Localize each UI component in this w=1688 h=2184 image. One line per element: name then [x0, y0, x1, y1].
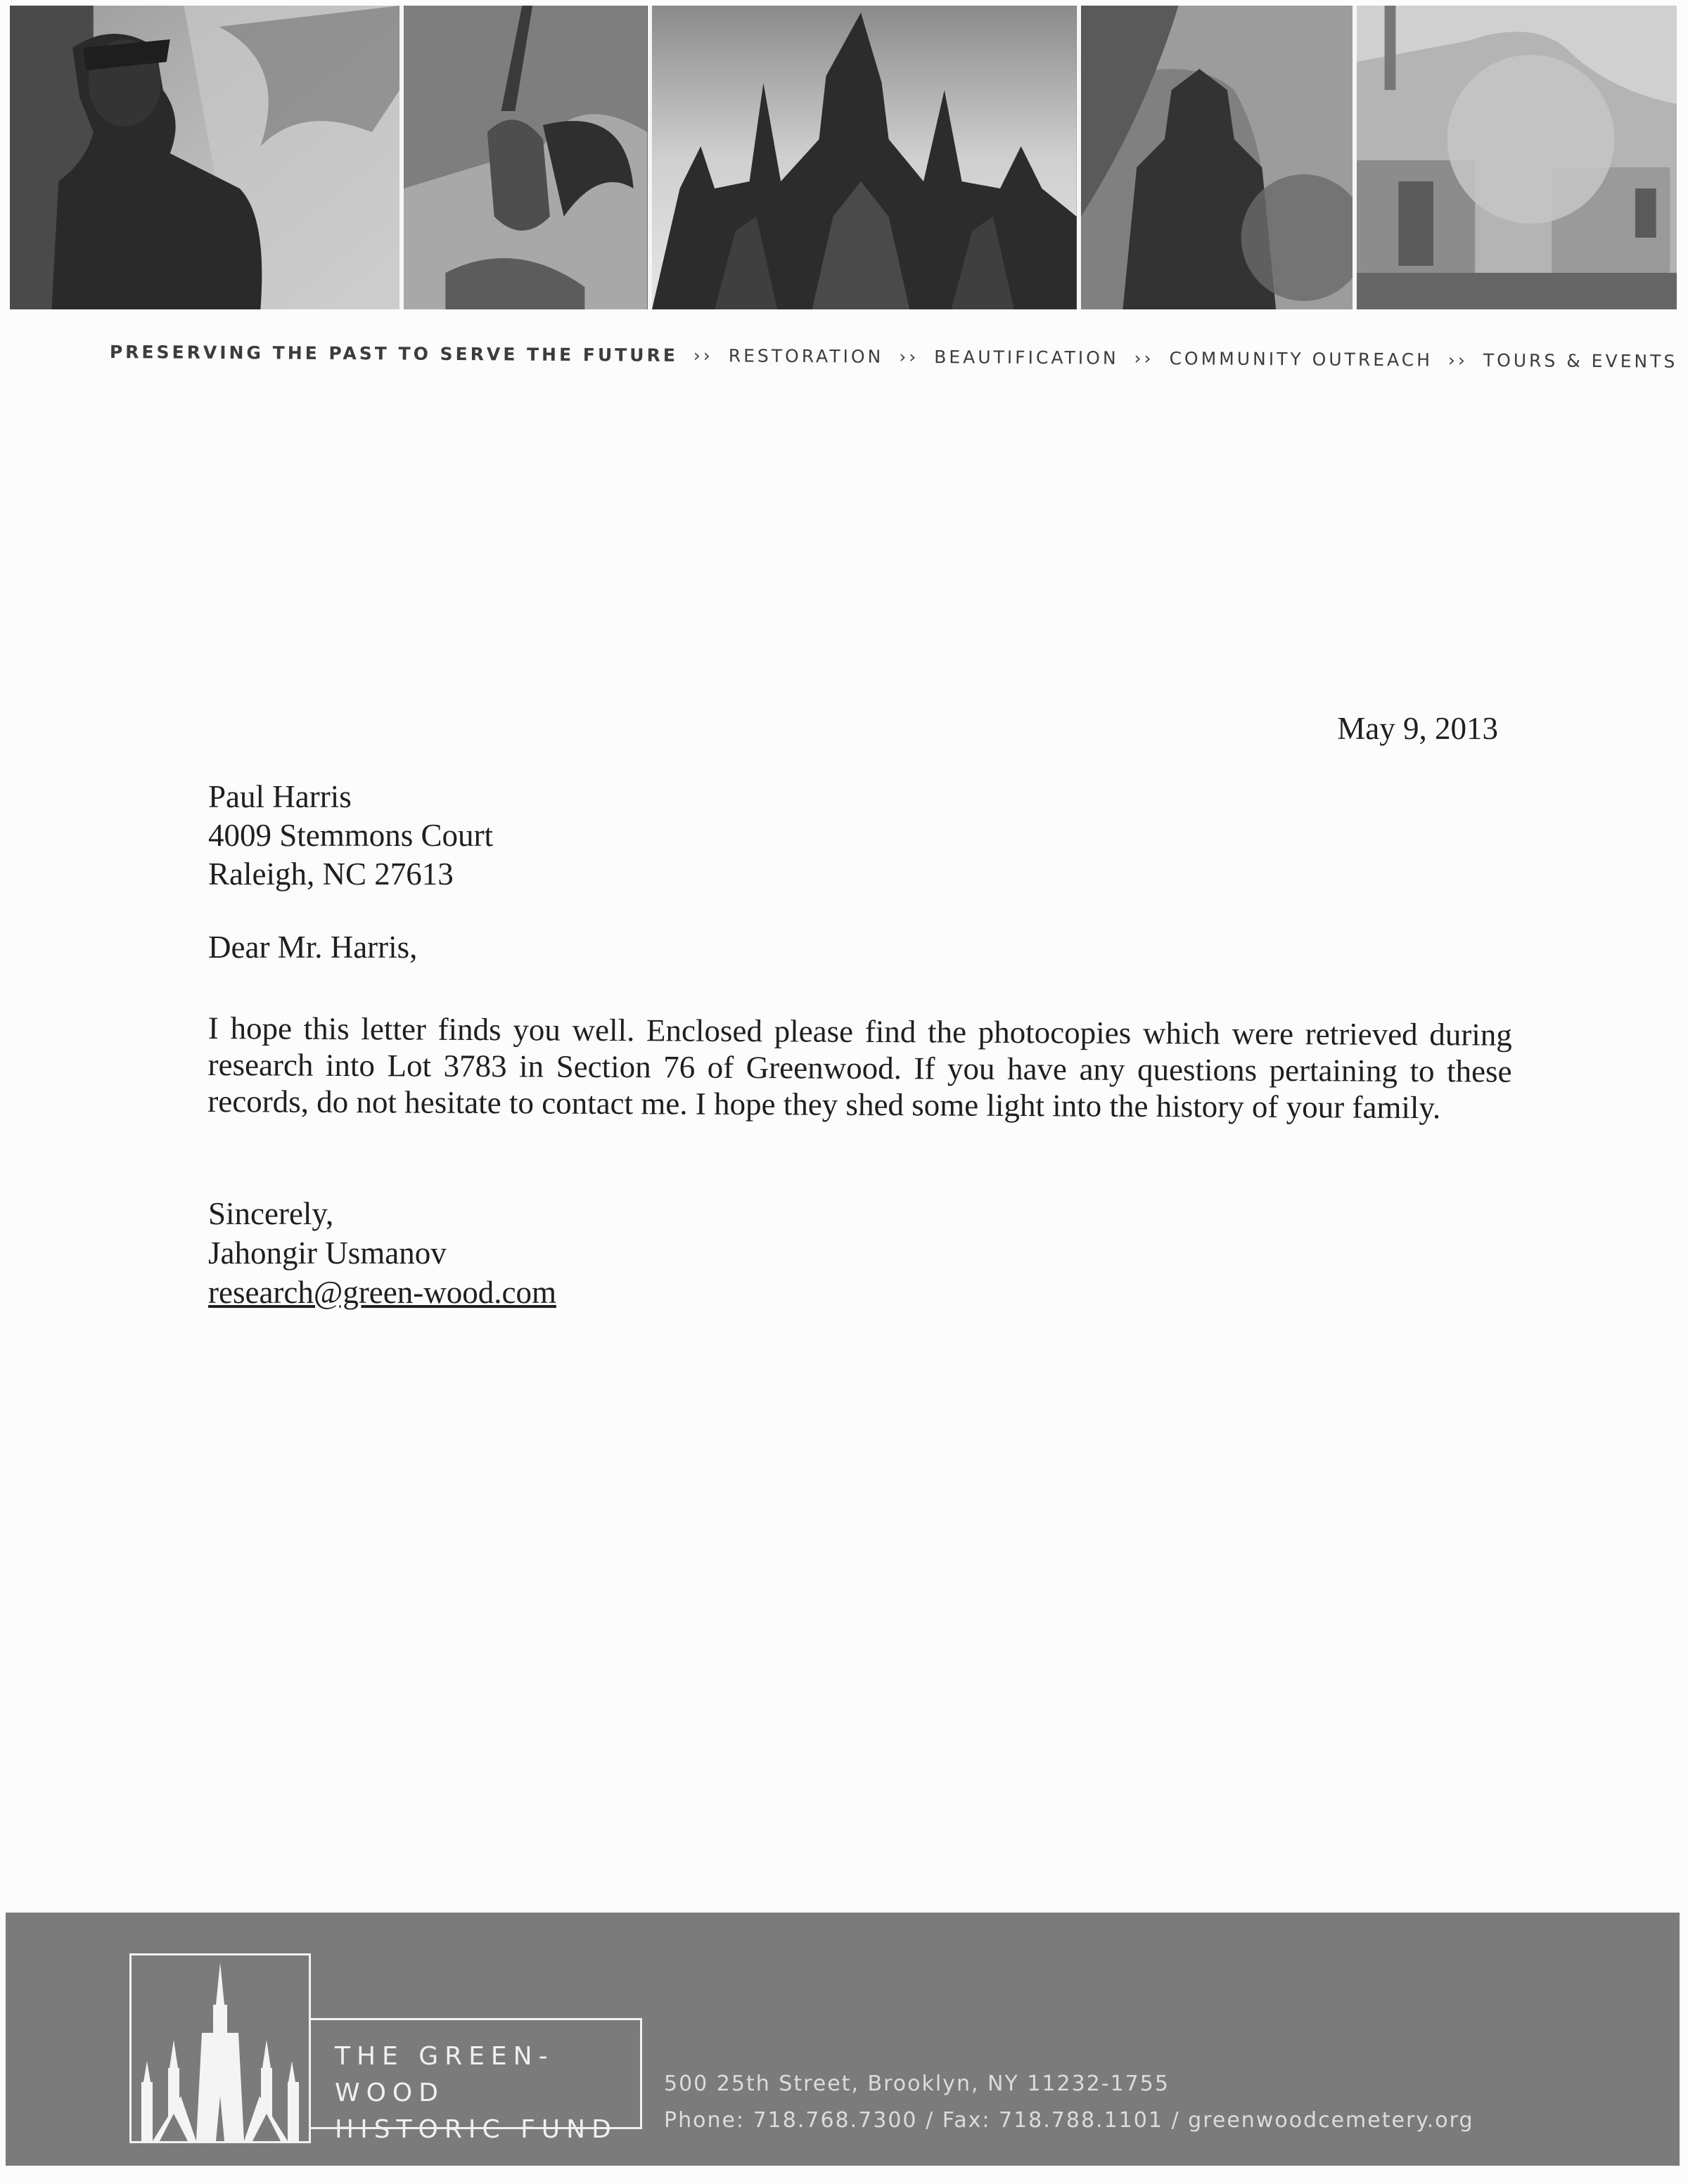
- tagline-separator: ››: [1134, 347, 1154, 369]
- header-photo-banner: [10, 6, 1677, 309]
- signer-name: Jahongir Usmanov: [208, 1235, 447, 1271]
- tagline-separator: ››: [899, 346, 919, 368]
- letter-date: May 9, 2013: [1337, 711, 1498, 746]
- tagline-item-tours-events: TOURS & EVENTS: [1483, 349, 1678, 372]
- letter-closing: [208, 1194, 1512, 1312]
- tagline-separator: ››: [1447, 349, 1468, 371]
- salutation: Dear Mr. Harris,: [208, 930, 418, 965]
- tagline-item-community-outreach: COMMUNITY OUTREACH: [1169, 348, 1433, 371]
- contact-info: [664, 2066, 1474, 2139]
- tagline-item-beautification: BEAUTIFICATION: [934, 347, 1119, 368]
- tagline-separator: ››: [693, 345, 713, 366]
- green-wood-logo: [129, 1953, 311, 2143]
- org-name-box: [309, 2018, 642, 2144]
- recipient-address: [208, 778, 1512, 894]
- mausoleum-photo: [1353, 6, 1677, 309]
- tagline-lead: PRESERVING THE PAST TO SERVE THE FUTURE: [109, 342, 678, 366]
- contact-line: [664, 2102, 1474, 2139]
- contact-divider: /: [1171, 2108, 1180, 2133]
- org-name-line2: HISTORIC FUND: [335, 2115, 618, 2144]
- contact-divider: /: [926, 2108, 935, 2133]
- footer-band: [6, 1913, 1680, 2166]
- fax-number: Fax: 718.788.1101: [942, 2108, 1163, 2133]
- closing-phrase: Sincerely,: [208, 1196, 334, 1231]
- tagline: [109, 342, 1678, 372]
- street-address: 500 25th Street, Brooklyn, NY 11232-1755: [664, 2071, 1170, 2096]
- recipient-city: Raleigh, NC 27613: [208, 856, 454, 892]
- website-link[interactable]: greenwoodcemetery.org: [1188, 2108, 1474, 2133]
- org-name: [335, 2038, 640, 2148]
- chapel-photo: [1077, 6, 1353, 309]
- org-name-line1: THE GREEN-WOOD: [335, 2042, 554, 2107]
- recipient-name: Paul Harris: [208, 779, 352, 814]
- email-link[interactable]: research@green-wood.com: [208, 1275, 556, 1310]
- soldier-statue-photo: [10, 6, 399, 309]
- recipient-street: 4009 Stemmons Court: [208, 818, 494, 853]
- angel-statue-photo: [399, 6, 647, 309]
- tagline-item-restoration: RESTORATION: [728, 345, 884, 367]
- phone-number: Phone: 718.768.7300: [664, 2108, 918, 2133]
- gothic-gate-photo: [648, 6, 1077, 309]
- letter-body: I hope this letter finds you well. Enclosed please find the photocopies which were retrieved during research into Lot 3783 in Section 76 of Greenwood. If you have any questions pertaining to these records, do not hesitate to contact me. I hope they shed some light into the history of your family.: [207, 1010, 1512, 1126]
